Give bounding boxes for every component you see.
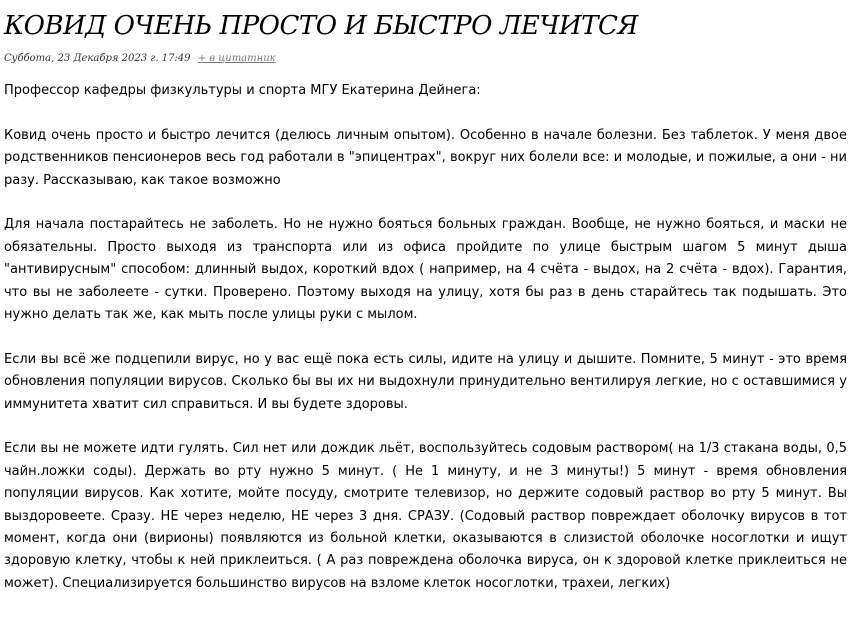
paragraph: Ковид очень просто и быстро лечится (делюсь личным опытом). Особенно в начале болезни. Без таблеток. У меня двое родственников пенсионеров весь год работали в "эпицентрах", вокруг них болели все: и молодые, и пожилые, а они - ни разу. Рассказываю, как такое возможно bbox=[4, 127, 847, 188]
paragraph: Профессор кафедры физкультуры и спорта МГУ Екатерина Дейнега: bbox=[4, 83, 481, 98]
post-body bbox=[4, 80, 847, 595]
post-date: Суббота, 23 Декабря 2023 г. 17:49 bbox=[4, 53, 191, 64]
post-meta bbox=[4, 51, 847, 67]
paragraph: Если вы всё же подцепили вирус, но у вас ещё пока есть силы, идите на улицу и дышите. Помните, 5 минут - это время обновления популяции вирусов. Сколько бы вы их ни выдохнули принудительно вентилируя легкие, но с оставшимися у иммунитета хватит сил справиться. И вы будете здоровы. bbox=[4, 351, 847, 412]
paragraph: Если вы не можете идти гулять. Сил нет или дождик льёт, воспользуйтесь содовым раствором( на 1/3 стакана воды, 0,5 чайн.ложки соды). Держать во рту нужно 5 минут. ( Не 1 минуту, и не 3 минуты!) 5 минут - время обновления популяции вирусов. Как хотите, мойте посуду, смотрите телевизор, но держите содовый раствор во рту 5 минут. Вы выздоровеете. Сразу. НЕ через неделю, НЕ через 3 дня. СРАЗУ. (Содовый раствор повреждает оболочку вирусов в тот момент, когда они (вирионы) появляются из больной клетки, оказываются в слизистой оболочке носоглотки и ищут здоровую клетку, чтобы к ней приклеиться. ( А раз повреждена оболочка вируса, он к здоровой клетке приклеиться не может). Специализируется большинство вирусов на взломе клеток носоглотки, трахеи, легких) bbox=[4, 441, 847, 591]
blog-post bbox=[4, 8, 847, 618]
post-title: КОВИД ОЧЕНЬ ПРОСТО И БЫСТРО ЛЕЧИТСЯ bbox=[4, 11, 638, 41]
add-to-quotes-link[interactable]: + в цитатник bbox=[197, 53, 276, 64]
paragraph: Для начала постарайтесь не заболеть. Но не нужно бояться больных граждан. Вообще, не нужно бояться, и маски не обязательны. Просто выходя из транспорта или из офиса пройдите по улице быстрым шагом 5 минут дыша "антивирусным" способом: длинный выдох, короткий вдох ( например, на 4 счёта - выдох, на 2 счёта - вдох). Гарантия, что вы не заболеете - сутки. Проверено. Поэтому выходя на улицу, хотя бы раз в день старайтесь так подышать. Это нужно делать так же, как мыть после улицы руки с мылом. bbox=[4, 217, 847, 323]
